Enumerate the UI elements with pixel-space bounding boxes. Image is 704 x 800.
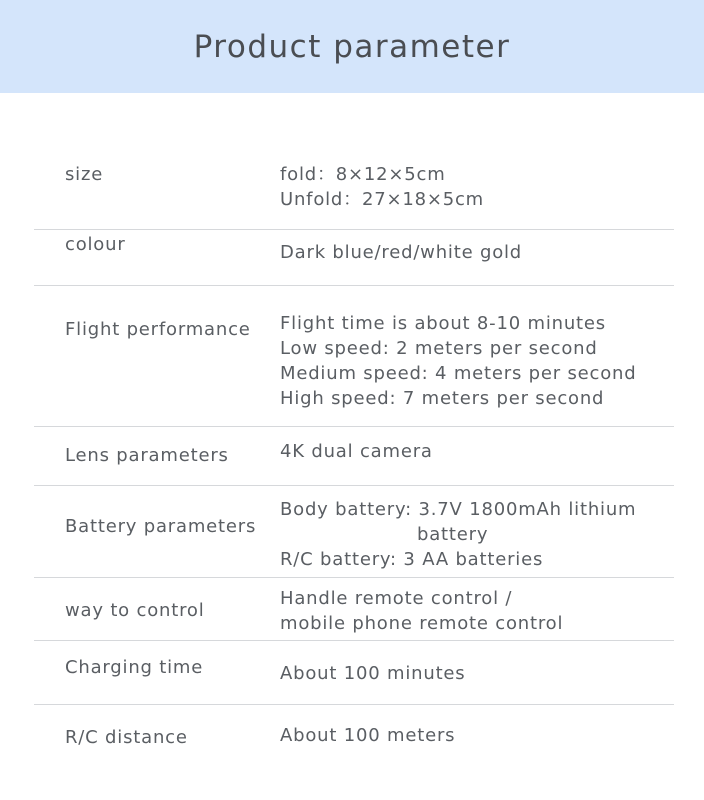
param-value-charging-time bbox=[280, 661, 465, 686]
row-divider bbox=[34, 485, 674, 486]
param-label-size: size bbox=[65, 164, 104, 185]
param-label-flight-performance: Flight performance bbox=[65, 319, 251, 340]
param-value-battery-parameters bbox=[280, 497, 636, 572]
param-value-size bbox=[280, 162, 484, 212]
value-line: Flight time is about 8-10 minutes bbox=[280, 313, 606, 334]
value-line: Unfold：27×18×5cm bbox=[280, 189, 485, 210]
header-banner bbox=[0, 0, 704, 93]
value-line: Body battery: 3.7V 1800mAh lithium bbox=[280, 499, 637, 520]
value-line: About 100 meters bbox=[280, 725, 456, 746]
value-line: 4K dual camera bbox=[280, 441, 433, 462]
param-label-colour: colour bbox=[65, 234, 126, 255]
row-divider bbox=[34, 229, 674, 230]
param-label-battery-parameters: Battery parameters bbox=[65, 516, 257, 537]
param-value-rc-distance bbox=[280, 723, 455, 748]
param-label-lens-parameters: Lens parameters bbox=[65, 445, 229, 466]
row-divider bbox=[34, 426, 674, 427]
value-line: Dark blue/red/white gold bbox=[280, 242, 523, 263]
row-divider bbox=[34, 704, 674, 705]
row-divider bbox=[34, 640, 674, 641]
row-divider bbox=[34, 577, 674, 578]
param-value-lens-parameters bbox=[280, 439, 433, 464]
param-value-colour bbox=[280, 240, 522, 265]
param-label-way-to-control: way to control bbox=[65, 600, 205, 621]
value-line: Handle remote control / bbox=[280, 588, 513, 609]
value-line: High speed: 7 meters per second bbox=[280, 388, 605, 409]
page-title: Product parameter bbox=[193, 28, 511, 65]
row-divider bbox=[34, 285, 674, 286]
param-label-charging-time: Charging time bbox=[65, 657, 204, 678]
value-line: R/C battery: 3 AA batteries bbox=[280, 549, 544, 570]
value-line: fold：8×12×5cm bbox=[280, 164, 446, 185]
value-line: battery bbox=[417, 524, 489, 545]
param-label-rc-distance: R/C distance bbox=[65, 727, 188, 748]
param-value-flight-performance bbox=[280, 311, 637, 411]
value-line: Medium speed: 4 meters per second bbox=[280, 363, 637, 384]
value-line: mobile phone remote control bbox=[280, 613, 564, 634]
value-line: Low speed: 2 meters per second bbox=[280, 338, 598, 359]
value-line: About 100 minutes bbox=[280, 663, 466, 684]
param-value-way-to-control bbox=[280, 586, 563, 636]
